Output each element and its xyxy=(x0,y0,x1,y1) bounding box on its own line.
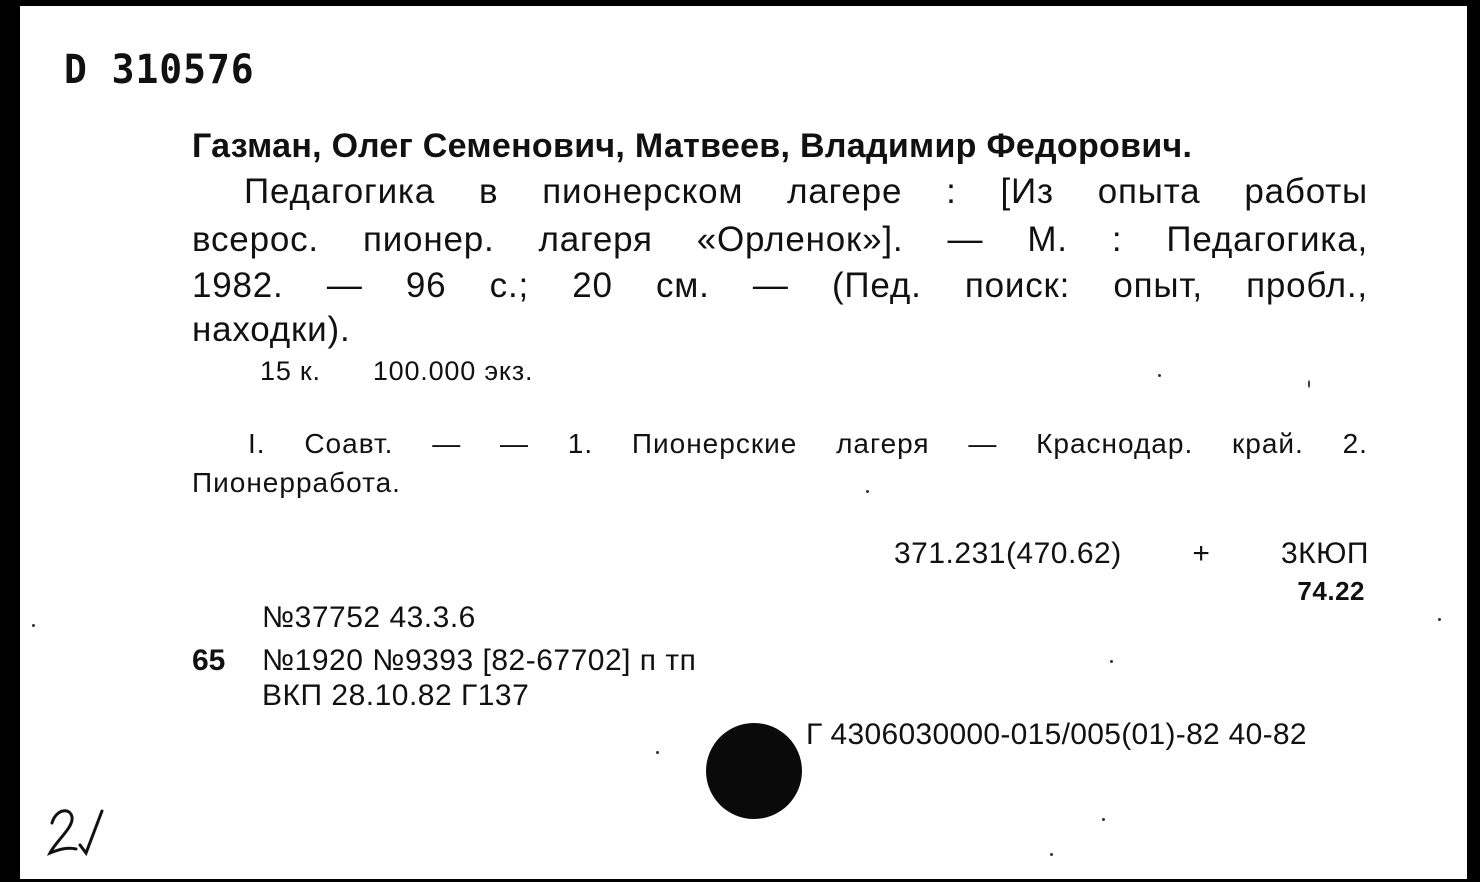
word: край. xyxy=(1232,428,1304,459)
catalog-number: D 310576 xyxy=(64,47,255,93)
accession-line-3: ВКП 28.10.82 Г137 xyxy=(262,679,530,712)
accession-line-1: №37752 43.3.6 xyxy=(262,601,476,634)
word: 20 xyxy=(572,266,613,305)
word: 96 xyxy=(405,266,447,305)
word: — xyxy=(499,428,529,459)
udc-code: 3КЮП xyxy=(1280,537,1369,570)
word: 1982. xyxy=(192,266,284,305)
speck xyxy=(1110,660,1113,663)
title-line-4: находки). xyxy=(192,310,351,349)
speck xyxy=(1158,374,1161,377)
title-line-1 xyxy=(192,174,1368,209)
word: [Из xyxy=(1000,172,1054,211)
title-line-2 xyxy=(192,222,1368,257)
word: — xyxy=(752,266,789,305)
word: пионер. xyxy=(362,220,495,259)
punch-hole xyxy=(706,723,802,819)
word: : xyxy=(1111,220,1123,259)
word: лагеря xyxy=(836,428,930,459)
word: поиск: xyxy=(964,266,1071,305)
bbk-index: 74.22 xyxy=(1297,576,1365,606)
word: : xyxy=(946,172,957,211)
title-line-3 xyxy=(192,268,1368,303)
word: опыта xyxy=(1097,172,1201,211)
word: — xyxy=(432,428,462,459)
word: Краснодар. xyxy=(1036,428,1194,459)
word: пробл., xyxy=(1246,266,1368,305)
publisher-code xyxy=(806,720,1307,750)
word: опыт, xyxy=(1113,266,1203,305)
accession-prefix: 65 xyxy=(192,644,226,677)
handwritten-mark xyxy=(46,801,106,861)
speck xyxy=(656,751,659,754)
word: в xyxy=(478,172,499,211)
subject-headings-line-2: Пионерработа. xyxy=(192,467,401,498)
speck xyxy=(1050,853,1053,856)
speck xyxy=(1308,380,1310,388)
publisher-code-value: 4306030000-015/005(01)-82 40-82 xyxy=(830,718,1307,751)
word: лагере xyxy=(787,172,903,211)
print-run: 100.000 экз. xyxy=(372,356,534,386)
word: всерос. xyxy=(192,220,319,259)
word: — xyxy=(968,428,998,459)
price-and-print-run xyxy=(260,358,533,385)
speck xyxy=(1102,818,1105,821)
word: Соавт. xyxy=(304,428,394,459)
speck xyxy=(866,490,869,493)
subject-headings-line-1 xyxy=(248,430,1368,458)
authors-heading: Газман, Олег Семенович, Матвеев, Владимир Федорович. xyxy=(192,127,1193,165)
udc-classification xyxy=(894,539,1369,569)
udc-plus: + xyxy=(1192,537,1211,570)
word: работы xyxy=(1244,172,1368,211)
word: 2. xyxy=(1342,428,1368,459)
speck xyxy=(1438,618,1441,621)
word: Педагогика, xyxy=(1166,220,1368,259)
word: см. xyxy=(656,266,710,305)
publisher-code-prefix: Г xyxy=(806,718,823,751)
word: М. xyxy=(1027,220,1068,259)
word: пионерском xyxy=(542,172,744,211)
word: лагеря xyxy=(538,220,653,259)
word: — xyxy=(326,266,363,305)
word: с.; xyxy=(489,266,529,305)
catalog-card xyxy=(16,4,1467,879)
word: Педагогика xyxy=(244,172,436,211)
word: Пионерские xyxy=(631,428,798,459)
word: — xyxy=(947,220,984,259)
price: 15 к. xyxy=(260,356,321,386)
accession-line-2: №1920 №9393 [82-67702] п тп xyxy=(262,644,697,677)
word: «Орленок»]. xyxy=(696,220,904,259)
word: (Пед. xyxy=(831,266,922,305)
word: 1. xyxy=(567,428,594,459)
word: I. xyxy=(248,428,266,459)
udc-number: 371.231(470.62) xyxy=(894,537,1122,570)
speck xyxy=(32,624,35,627)
